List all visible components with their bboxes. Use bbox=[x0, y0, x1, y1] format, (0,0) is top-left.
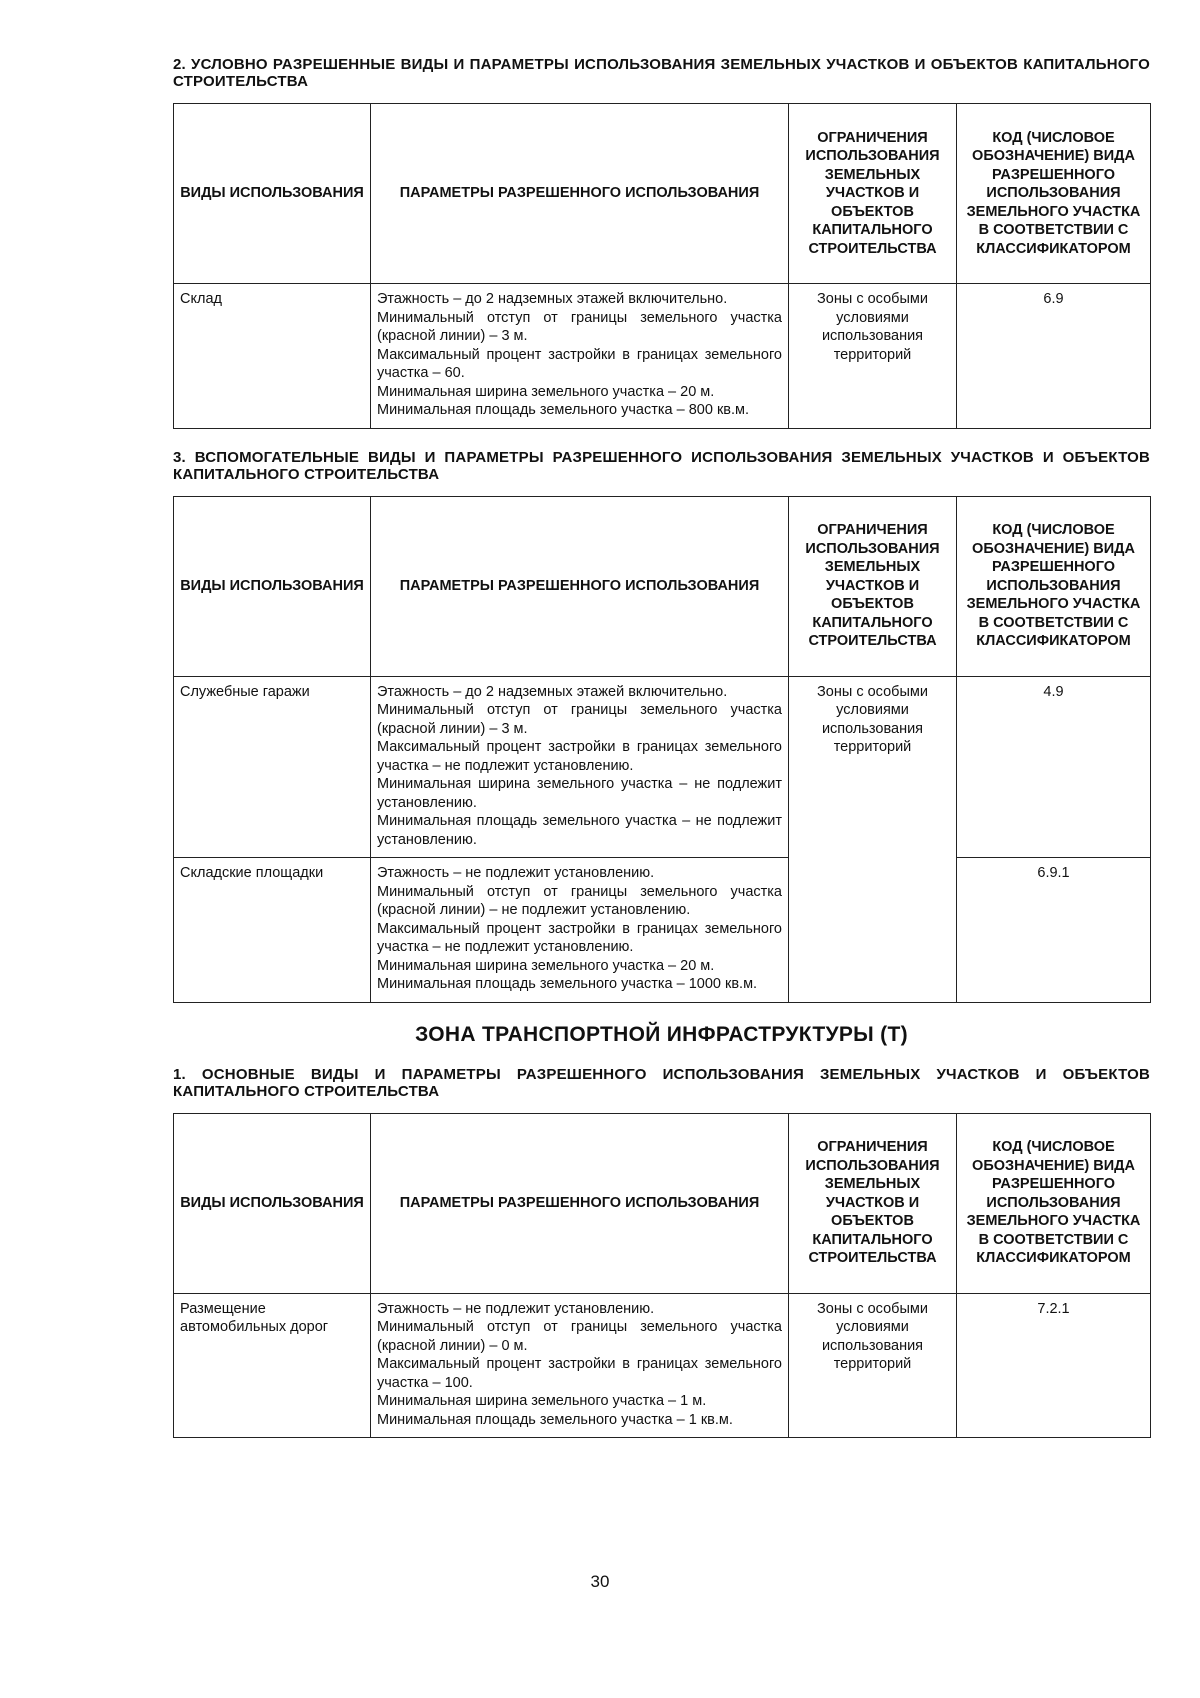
table-conditional-uses bbox=[173, 103, 1151, 429]
header-code: КОД (ЧИСЛОВОЕ ОБОЗНАЧЕНИЕ) ВИДА РАЗРЕШЕННОГО ИСПОЛЬЗОВАНИЯ ЗЕМЕЛЬНОГО УЧАСТКА В СООТВЕТСТВИИ С КЛАССИФИКАТОРОМ bbox=[957, 496, 1151, 676]
cell-use: Склад bbox=[174, 284, 371, 429]
table-row bbox=[174, 858, 1151, 1003]
param-line: Этажность – не подлежит установлению. bbox=[377, 1300, 655, 1317]
param-line: Максимальный процент застройки в границах земельного участка – не подлежит установлению. bbox=[377, 920, 782, 955]
param-line: Максимальный процент застройки в границах земельного участка – 100. bbox=[377, 1356, 782, 1391]
param-line: Минимальная ширина земельного участка – не подлежит установлению. bbox=[377, 776, 782, 811]
param-line: Минимальный отступ от границы земельного участка (красной линии) – 0 м. bbox=[377, 1319, 782, 1354]
param-line: Максимальный процент застройки в границах земельного участка – не подлежит установлению. bbox=[377, 739, 782, 774]
param-line: Минимальный отступ от границы земельного участка (красной линии) – 3 м. bbox=[377, 702, 782, 737]
header-params: ПАРАМЕТРЫ РАЗРЕШЕННОГО ИСПОЛЬЗОВАНИЯ bbox=[371, 496, 789, 676]
section-heading-conditional: 2. УСЛОВНО РАЗРЕШЕННЫЕ ВИДЫ И ПАРАМЕТРЫ ИСПОЛЬЗОВАНИЯ ЗЕМЕЛЬНЫХ УЧАСТКОВ И ОБЪЕКТОВ КАПИТАЛЬНОГО СТРОИТЕЛЬСТВА bbox=[173, 56, 1150, 90]
table-row bbox=[174, 676, 1151, 858]
table-header-row bbox=[174, 496, 1151, 676]
cell-use: Размещение автомобильных дорог bbox=[174, 1293, 371, 1438]
header-code: КОД (ЧИСЛОВОЕ ОБОЗНАЧЕНИЕ) ВИДА РАЗРЕШЕННОГО ИСПОЛЬЗОВАНИЯ ЗЕМЕЛЬНОГО УЧАСТКА В СООТВЕТСТВИИ С КЛАССИФИКАТОРОМ bbox=[957, 1113, 1151, 1293]
cell-params bbox=[371, 284, 789, 429]
param-line: Минимальная ширина земельного участка – 20 м. bbox=[377, 383, 715, 400]
section-heading-main: 1. ОСНОВНЫЕ ВИДЫ И ПАРАМЕТРЫ РАЗРЕШЕННОГО ИСПОЛЬЗОВАНИЯ ЗЕМЕЛЬНЫХ УЧАСТКОВ И ОБЪЕКТОВ КАПИТАЛЬНОГО СТРОИТЕЛЬСТВА bbox=[173, 1065, 1150, 1100]
param-line: Минимальная ширина земельного участка – 20 м. bbox=[377, 957, 715, 974]
cell-params bbox=[371, 1293, 789, 1438]
header-uses: ВИДЫ ИСПОЛЬЗОВАНИЯ bbox=[174, 496, 371, 676]
cell-use: Складские площадки bbox=[174, 858, 371, 1003]
section-heading-auxiliary: 3. ВСПОМОГАТЕЛЬНЫЕ ВИДЫ И ПАРАМЕТРЫ РАЗРЕШЕННОГО ИСПОЛЬЗОВАНИЯ ЗЕМЕЛЬНЫХ УЧАСТКОВ И ОБЪЕКТОВ КАПИТАЛЬНОГО СТРОИТЕЛЬСТВА bbox=[173, 448, 1150, 483]
cell-code: 4.9 bbox=[957, 676, 1151, 858]
param-line: Минимальный отступ от границы земельного участка (красной линии) – 3 м. bbox=[377, 309, 782, 344]
param-line: Минимальная площадь земельного участка – 1 кв.м. bbox=[377, 1411, 733, 1428]
cell-restrictions: Зоны с особыми условиями использования территорий bbox=[789, 676, 957, 1002]
param-line: Этажность – до 2 надземных этажей включительно. bbox=[377, 291, 728, 307]
header-params: ПАРАМЕТРЫ РАЗРЕШЕННОГО ИСПОЛЬЗОВАНИЯ bbox=[371, 104, 789, 284]
param-line: Минимальная площадь земельного участка – 800 кв.м. bbox=[377, 402, 750, 418]
header-code: КОД (ЧИСЛОВОЕ ОБОЗНАЧЕНИЕ) ВИДА РАЗРЕШЕННОГО ИСПОЛЬЗОВАНИЯ ЗЕМЕЛЬНОГО УЧАСТКА В СООТВЕТСТВИИ С КЛАССИФИКАТОРОМ bbox=[957, 104, 1151, 284]
header-restrictions: ОГРАНИЧЕНИЯ ИСПОЛЬЗОВАНИЯ ЗЕМЕЛЬНЫХ УЧАСТКОВ И ОБЪЕКТОВ КАПИТАЛЬНОГО СТРОИТЕЛЬСТВА bbox=[789, 1113, 957, 1293]
cell-use: Служебные гаражи bbox=[174, 676, 371, 858]
page-number: 30 bbox=[590, 1572, 610, 1591]
header-restrictions: ОГРАНИЧЕНИЯ ИСПОЛЬЗОВАНИЯ ЗЕМЕЛЬНЫХ УЧАСТКОВ И ОБЪЕКТОВ КАПИТАЛЬНОГО СТРОИТЕЛЬСТВА bbox=[789, 496, 957, 676]
cell-code: 7.2.1 bbox=[957, 1293, 1151, 1438]
table-header-row bbox=[174, 104, 1151, 284]
param-line: Минимальная площадь земельного участка – 1000 кв.м. bbox=[377, 976, 758, 992]
param-line: Минимальный отступ от границы земельного участка (красной линии) – не подлежит установлению. bbox=[377, 883, 782, 918]
document-page bbox=[173, 56, 1150, 1438]
zone-title: ЗОНА ТРАНСПОРТНОЙ ИНФРАСТРУКТУРЫ (Т) bbox=[415, 1022, 908, 1046]
param-line: Минимальная площадь земельного участка – не подлежит установлению. bbox=[377, 813, 782, 848]
cell-restrictions: Зоны с особыми условиями использования территорий bbox=[789, 1293, 957, 1438]
header-restrictions: ОГРАНИЧЕНИЯ ИСПОЛЬЗОВАНИЯ ЗЕМЕЛЬНЫХ УЧАСТКОВ И ОБЪЕКТОВ КАПИТАЛЬНОГО СТРОИТЕЛЬСТВА bbox=[789, 104, 957, 284]
table-auxiliary-uses bbox=[173, 496, 1151, 1003]
table-header-row bbox=[174, 1113, 1151, 1293]
cell-code: 6.9 bbox=[957, 284, 1151, 429]
cell-params bbox=[371, 676, 789, 858]
header-uses: ВИДЫ ИСПОЛЬЗОВАНИЯ bbox=[174, 104, 371, 284]
table-main-uses bbox=[173, 1113, 1151, 1439]
param-line: Максимальный процент застройки в границах земельного участка – 60. bbox=[377, 346, 782, 381]
table-row bbox=[174, 1293, 1151, 1438]
cell-code: 6.9.1 bbox=[957, 858, 1151, 1003]
param-line: Этажность – до 2 надземных этажей включительно. bbox=[377, 683, 728, 700]
header-uses: ВИДЫ ИСПОЛЬЗОВАНИЯ bbox=[174, 1113, 371, 1293]
cell-restrictions: Зоны с особыми условиями использования территорий bbox=[789, 284, 957, 429]
table-row bbox=[174, 284, 1151, 429]
cell-params bbox=[371, 858, 789, 1003]
header-params: ПАРАМЕТРЫ РАЗРЕШЕННОГО ИСПОЛЬЗОВАНИЯ bbox=[371, 1113, 789, 1293]
param-line: Минимальная ширина земельного участка – 1 м. bbox=[377, 1393, 707, 1409]
param-line: Этажность – не подлежит установлению. bbox=[377, 865, 655, 881]
